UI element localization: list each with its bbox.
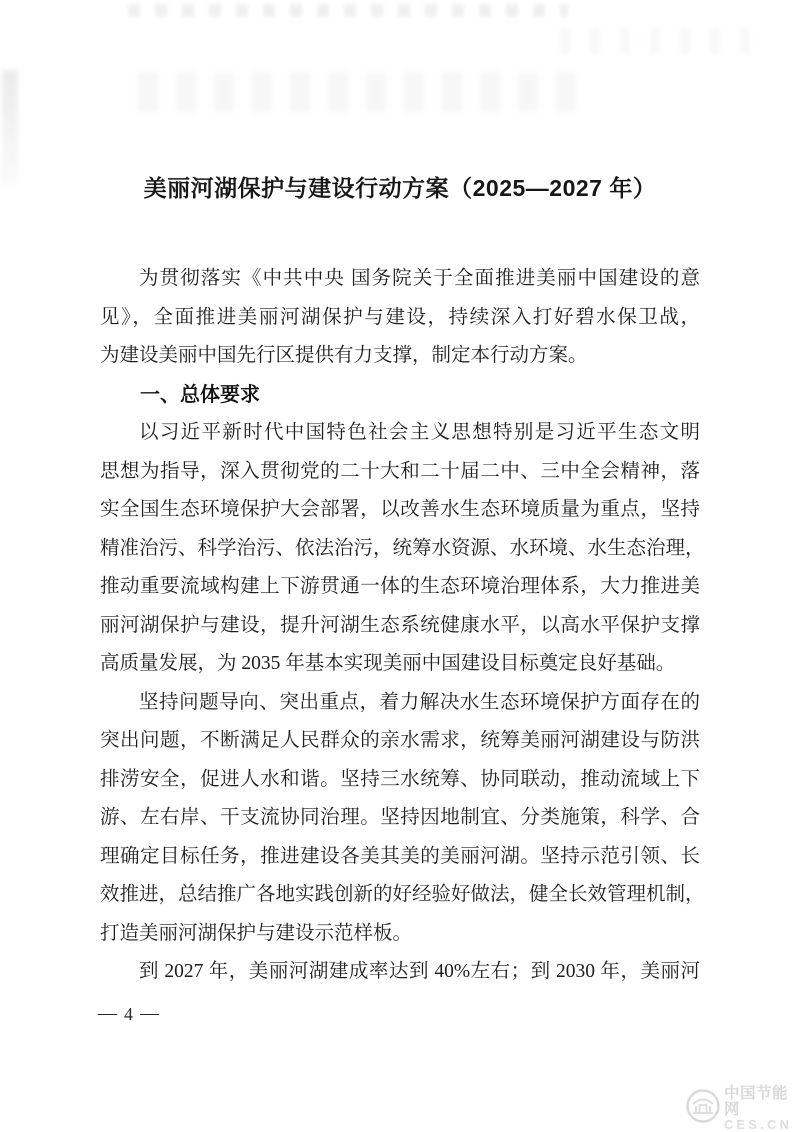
body-line: 效推进，总结推广各地实践创新的好经验好做法，健全长效管理机制， [100, 884, 705, 905]
body-line: 精准治污、科学治污、依法治污，统筹水资源、水环境、水生态治理， [100, 537, 705, 559]
watermark-site-domain: CES.CN [724, 1118, 793, 1132]
body-line: 见》，全面推进美丽河湖保护与建设，持续深入打好碧水保卫战， [100, 306, 700, 328]
body-line: 突出问题，不断满足人民群众的亲水需求，统筹美丽河湖建设与防洪 [100, 730, 700, 751]
watermark [685, 1086, 800, 1132]
section-heading: 一、总体要求 [140, 383, 260, 406]
body-line: 游、左右岸、干支流协同治理。坚持因地制宜、分类施策，科学、合 [100, 807, 700, 828]
footer-dash-right: — [140, 1003, 159, 1024]
body-line: 坚持问题导向、突出重点，着力解决水生态环境保护方面存在的 [139, 691, 700, 713]
body-line: 到 2027 年，美丽河湖建成率达到 40%左右；到 2030 年，美丽河 [139, 961, 700, 982]
footer-dash-left: — [98, 1003, 117, 1024]
body-line: 为建设美丽中国先行区提供有力支撑，制定本行动方案。 [100, 345, 588, 366]
scan-artifact-top-right [560, 28, 770, 54]
scan-artifact-top [128, 4, 568, 17]
body-line: 思想为指导，深入贯彻党的二十大和二十届二中、三中全会精神，落 [100, 460, 700, 482]
body-line: 打造美丽河湖保护与建设示范样板。 [100, 922, 413, 944]
document-body [100, 260, 705, 992]
body-line: 排涝安全，促进人水和谐。坚持三水统筹、协同联动，推动流域上下 [100, 768, 700, 790]
footer-page-number: 4 [124, 1004, 133, 1024]
body-line: 丽河湖保护与建设，提升河湖生态系统健康水平，以高水平保护支撑 [100, 614, 700, 636]
body-line: 实全国生态环境保护大会部署，以改善水生态环境质量为重点，坚持 [100, 499, 700, 520]
ces-logo-icon [685, 1088, 721, 1129]
body-line: 以习近平新时代中国特色社会主义思想特别是习近平生态文明 [139, 422, 700, 443]
body-line: 为贯彻落实《中共中央 国务院关于全面推进美丽中国建设的意 [139, 268, 700, 289]
scan-artifact-top-2 [138, 72, 578, 112]
body-line: 推动重要流域构建上下游贯通一体的生态环境治理体系，大力推进美 [100, 576, 700, 597]
document-title: 美丽河湖保护与建设行动方案（2025—2027 年） [143, 175, 657, 201]
body-line: 高质量发展，为 2035 年基本实现美丽中国建设目标奠定良好基础。 [100, 653, 676, 674]
page-number [98, 1003, 159, 1025]
body-line: 理确定目标任务，推进建设各美其美的美丽河湖。坚持示范引领、长 [100, 845, 700, 867]
watermark-site-name: 中国节能网 [724, 1085, 789, 1118]
scan-artifact-left-edge [2, 70, 18, 185]
